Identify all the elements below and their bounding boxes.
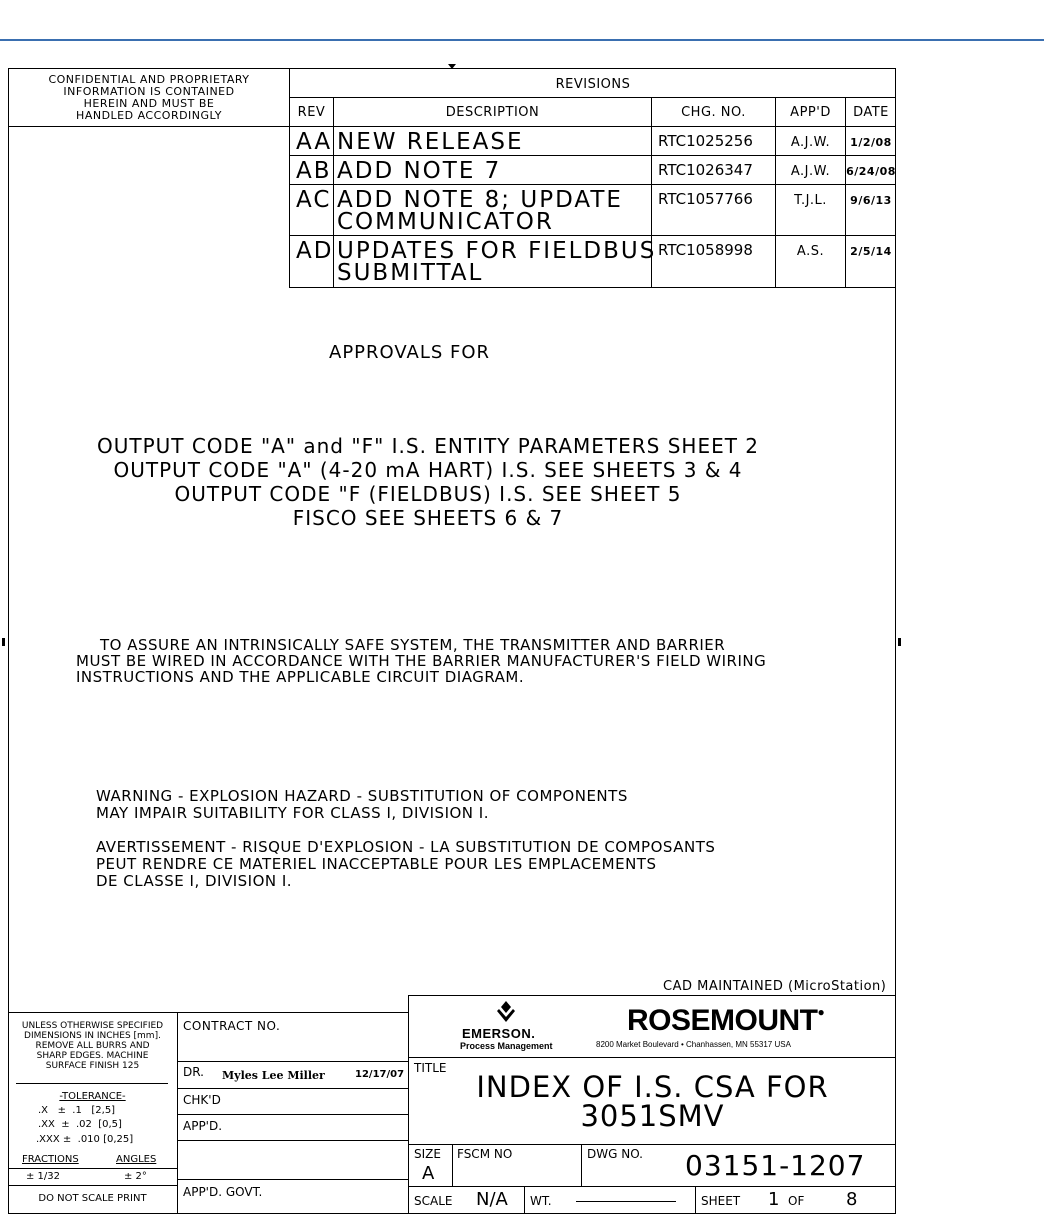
revision-row-appd: A.J.W.: [790, 164, 831, 179]
drawing-title-line-1: INDEX OF I.S. CSA FOR: [476, 1070, 829, 1104]
rosemount-wordmark: ROSEMOUNT: [627, 1004, 818, 1037]
revision-row-chg-no: RTC1057766: [658, 190, 753, 208]
emerson-logo-icon: [491, 1000, 521, 1024]
revisions-header-appd: APP'D: [790, 105, 831, 120]
revision-row-chg-no: RTC1058998: [658, 241, 753, 259]
approvals-line-3: OUTPUT CODE "F (FIELDBUS) I.S. SEE SHEET 5: [174, 482, 682, 506]
revision-row-description-line-2: COMMUNICATOR: [337, 209, 554, 235]
approvals-line-2: OUTPUT CODE "A" (4-20 mA HART) I.S. SEE SHEETS 3 & 4: [113, 458, 743, 482]
revisions-header-description: DESCRIPTION: [445, 105, 540, 120]
drawn-by-label: DR.: [183, 1065, 204, 1079]
wt-label: WT.: [530, 1194, 552, 1208]
tolerance-heading: -TOLERANCE-: [59, 1091, 126, 1102]
revisions-col-divider: [775, 97, 776, 288]
emerson-wordmark: EMERSON.: [462, 1026, 536, 1041]
signoff-divider: [177, 1088, 408, 1089]
warning-line-1: WARNING - EXPLOSION HAZARD - SUBSTITUTION OF COMPONENTS: [96, 787, 628, 805]
signoff-divider: [177, 1114, 408, 1115]
confidential-line-4: HANDLED ACCORDINGLY: [76, 109, 222, 122]
of-label: OF: [788, 1194, 805, 1208]
cad-maintained-note: CAD MAINTAINED (MicroStation): [663, 979, 887, 994]
avertissement-line-2: PEUT RENDRE CE MATERIEL INACCEPTABLE POUR LES EMPLACEMENTS: [96, 855, 657, 873]
revision-row-rev: AC: [296, 187, 332, 213]
revisions-row-divider: [289, 235, 896, 236]
drawing-title-line-2: 3051SMV: [580, 1099, 725, 1133]
revision-row-date: 6/24/08: [846, 165, 896, 178]
tolerance-xxx: .XXX ± .010 [0,25]: [36, 1134, 134, 1145]
tolerance-divider: [177, 1012, 178, 1214]
assure-note-line-2: MUST BE WIRED IN ACCORDANCE WITH THE BARRIER MANUFACTURER'S FIELD WIRING: [76, 652, 767, 670]
angles-value: ± 2°: [124, 1171, 147, 1182]
title-block-divider: [408, 1186, 896, 1187]
drawn-date: 12/17/07: [355, 1069, 405, 1080]
scale-value: N/A: [476, 1189, 508, 1210]
signoff-divider: [177, 1179, 408, 1180]
revision-row-appd: T.J.L.: [794, 193, 827, 208]
title-block-top-border: [408, 995, 896, 996]
approvals-line-1: OUTPUT CODE "A" and "F" I.S. ENTITY PARAMETERS SHEET 2: [96, 434, 760, 458]
fscm-divider: [581, 1144, 582, 1186]
confidential-line-2: INFORMATION IS CONTAINED: [63, 85, 235, 98]
dwg-no-label: DWG NO.: [587, 1147, 643, 1161]
tolerance-spec-line-5: SURFACE FINISH 125: [45, 1061, 140, 1071]
checked-by-label: CHK'D: [183, 1093, 221, 1107]
warning-line-2: MAY IMPAIR SUITABILITY FOR CLASS I, DIVISION I.: [96, 804, 489, 822]
revision-row-description-line-2: SUBMITTAL: [337, 260, 484, 286]
angles-label: ANGLES: [116, 1154, 157, 1165]
revisions-header-divider: [289, 126, 896, 127]
confidential-line-1: CONFIDENTIAL AND PROPRIETARY: [48, 73, 250, 86]
tolerance-spec-line-4: SHARP EDGES. MACHINE: [36, 1051, 149, 1061]
revision-row-chg-no: RTC1025256: [658, 132, 753, 150]
revision-row-description: ADD NOTE 8; UPDATE: [337, 187, 623, 213]
approvals-heading: APPROVALS FOR: [329, 342, 491, 363]
rosemount-logo: [627, 1006, 824, 1036]
sheet-number: 1: [768, 1189, 780, 1210]
page-header-rule: [0, 39, 1044, 41]
wt-value-line: [576, 1201, 676, 1202]
revisions-row-divider: [289, 184, 896, 185]
revisions-header-date: DATE: [853, 105, 889, 120]
avertissement-line-3: DE CLASSE I, DIVISION I.: [96, 872, 293, 890]
fractions-label: FRACTIONS: [22, 1154, 79, 1165]
revision-row-description: UPDATES FOR FIELDBUS: [337, 238, 657, 264]
revision-row-description: NEW RELEASE: [337, 129, 524, 155]
revision-row-date: 1/2/08: [850, 136, 892, 149]
approvals-line-4: FISCO SEE SHEETS 6 & 7: [292, 506, 564, 530]
approved-by-label: APP'D.: [183, 1119, 223, 1133]
tolerance-spec-line-1: UNLESS OTHERWISE SPECIFIED: [21, 1021, 164, 1031]
signoff-divider: [177, 1140, 408, 1141]
fractions-value: ± 1/32: [26, 1171, 61, 1182]
right-center-tick: [898, 638, 901, 646]
fractions-rule: [8, 1168, 177, 1169]
title-block-divider: [408, 1057, 896, 1058]
title-label: TITLE: [414, 1061, 447, 1075]
total-sheets: 8: [846, 1189, 858, 1210]
revision-row-chg-no: RTC1026347: [658, 161, 753, 179]
revision-row-appd: A.S.: [796, 244, 825, 259]
revision-row-date: 9/6/13: [850, 194, 892, 207]
revisions-header-chg-no: CHG. NO.: [681, 105, 746, 120]
avertissement-line-1: AVERTISSEMENT - RISQUE D'EXPLOSION - LA SUBSTITUTION DE COMPOSANTS: [96, 838, 716, 856]
do-not-scale-note: DO NOT SCALE PRINT: [38, 1193, 147, 1204]
noscale-rule: [8, 1185, 177, 1186]
revision-row-rev: AA: [296, 129, 333, 155]
revisions-bottom-border: [289, 287, 896, 288]
scale-divider: [524, 1186, 525, 1214]
sheet-label: SHEET: [701, 1194, 741, 1208]
drawn-by-signature: Myles Lee Miller: [222, 1069, 325, 1082]
revisions-left-border: [289, 68, 290, 288]
title-block-top-border: [8, 1012, 408, 1013]
revision-row-appd: A.J.W.: [790, 135, 831, 150]
tolerance-rule: [16, 1083, 168, 1084]
revision-row-date: 2/5/14: [850, 245, 892, 258]
revisions-title-divider: [289, 97, 896, 98]
company-address: 8200 Market Boulevard • Chanhassen, MN 55317 USA: [596, 1040, 791, 1049]
revisions-row-divider: [289, 155, 896, 156]
revisions-header-rev: REV: [297, 105, 326, 120]
signoff-divider: [177, 1061, 408, 1062]
size-label: SIZE: [414, 1147, 441, 1161]
contract-no-label: CONTRACT NO.: [183, 1019, 281, 1033]
revisions-col-divider: [845, 97, 846, 288]
revisions-title: REVISIONS: [555, 77, 631, 92]
scale-label: SCALE: [414, 1194, 453, 1208]
emerson-subtitle: Process Management: [460, 1041, 553, 1051]
revision-row-description: ADD NOTE 7: [337, 158, 502, 184]
assure-note-line-3: INSTRUCTIONS AND THE APPLICABLE CIRCUIT DIAGRAM.: [76, 668, 525, 686]
confidential-divider: [8, 126, 290, 127]
revision-row-rev: AB: [296, 158, 332, 184]
assure-note-line-1: TO ASSURE AN INTRINSICALLY SAFE SYSTEM, THE TRANSMITTER AND BARRIER: [100, 636, 726, 654]
left-center-tick: [2, 638, 5, 646]
registered-mark-icon: ●: [817, 1005, 825, 1019]
confidential-line-3: HEREIN AND MUST BE: [83, 97, 215, 110]
tolerance-xx: .XX ± .02 [0,5]: [38, 1119, 122, 1130]
tolerance-spec-line-3: REMOVE ALL BURRS AND: [35, 1041, 150, 1051]
tolerance-x: .X ± .1 [2,5]: [38, 1105, 116, 1116]
size-divider: [452, 1144, 453, 1186]
size-value: A: [422, 1163, 435, 1184]
title-block-divider: [408, 1144, 896, 1145]
dwg-no-value: 03151-1207: [685, 1149, 866, 1182]
sheet-divider: [695, 1186, 696, 1214]
fscm-label: FSCM NO: [457, 1147, 513, 1161]
revision-row-rev: AD: [296, 238, 334, 264]
tolerance-spec-line-2: DIMENSIONS IN INCHES [mm].: [24, 1031, 161, 1041]
approved-govt-label: APP'D. GOVT.: [183, 1185, 263, 1199]
